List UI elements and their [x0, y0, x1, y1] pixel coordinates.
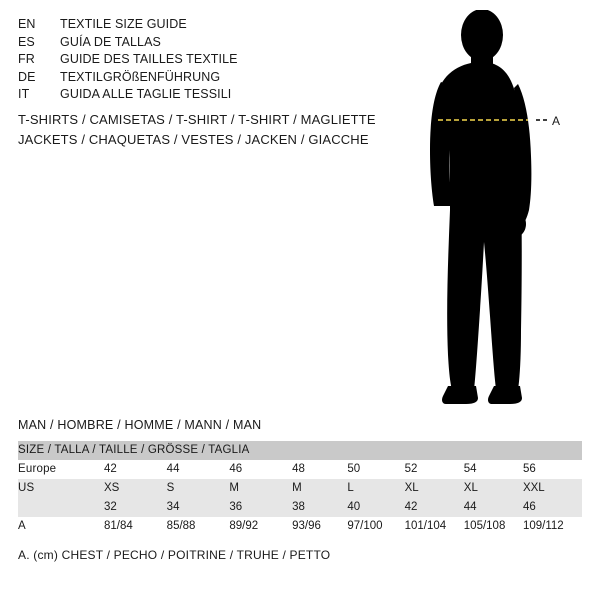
- row-value: XS: [104, 479, 167, 498]
- size-table: [18, 441, 582, 536]
- table-title: MAN / HOMBRE / HOMME / MANN / MAN: [18, 418, 262, 432]
- row-label: [18, 498, 104, 517]
- male-silhouette-figure: [400, 10, 600, 410]
- row-value: 93/96: [292, 517, 347, 536]
- table-header-filler: [464, 441, 523, 460]
- category-jackets: JACKETS / CHAQUETAS / VESTES / JACKEN / GIACCHE: [18, 132, 369, 147]
- row-value: M: [292, 479, 347, 498]
- row-value: XL: [405, 479, 464, 498]
- table-header-filler: [405, 441, 464, 460]
- row-value: 34: [167, 498, 230, 517]
- row-value: L: [347, 479, 404, 498]
- row-value: 54: [464, 460, 523, 479]
- row-value: 89/92: [229, 517, 292, 536]
- row-value: 46: [523, 498, 582, 517]
- row-value: 46: [229, 460, 292, 479]
- row-value: 32: [104, 498, 167, 517]
- row-value: 40: [347, 498, 404, 517]
- row-value: 56: [523, 460, 582, 479]
- category-tshirts: T-SHIRTS / CAMISETAS / T-SHIRT / T-SHIRT / MAGLIETTE: [18, 112, 376, 127]
- row-value: 42: [104, 460, 167, 479]
- language-row: [18, 86, 378, 104]
- row-value: XXL: [523, 479, 582, 498]
- row-value: 81/84: [104, 517, 167, 536]
- language-row: [18, 34, 378, 52]
- language-row: [18, 16, 378, 34]
- language-text: GUIDA ALLE TAGLIE TESSILI: [60, 87, 232, 101]
- row-value: 48: [292, 460, 347, 479]
- row-label: US: [18, 479, 104, 498]
- language-code: FR: [18, 52, 35, 66]
- row-value: 109/112: [523, 517, 582, 536]
- row-value: XL: [464, 479, 523, 498]
- row-label: A: [18, 517, 104, 536]
- row-value: 101/104: [405, 517, 464, 536]
- table-header-row: [18, 441, 582, 460]
- row-value: 52: [405, 460, 464, 479]
- language-code: IT: [18, 87, 30, 101]
- row-label: Europe: [18, 460, 104, 479]
- measurement-footnote: A. (cm) CHEST / PECHO / POITRINE / TRUHE / PETTO: [18, 548, 331, 562]
- garment-category-list: [18, 110, 418, 150]
- language-code: DE: [18, 69, 36, 84]
- table-header-filler: [347, 441, 404, 460]
- row-value: 42: [405, 498, 464, 517]
- table-header-filler: [523, 441, 582, 460]
- language-text: GUIDE DES TAILLES TEXTILE: [60, 52, 238, 66]
- row-value: 44: [464, 498, 523, 517]
- language-code: ES: [18, 34, 35, 49]
- row-value: 97/100: [347, 517, 404, 536]
- table-row: [18, 517, 582, 536]
- row-value: 38: [292, 498, 347, 517]
- table-header-filler: [292, 441, 347, 460]
- language-text: GUÍA DE TALLAS: [60, 34, 161, 49]
- language-list: [18, 16, 378, 104]
- table-row: [18, 460, 582, 479]
- language-code: EN: [18, 17, 36, 31]
- language-row: [18, 69, 378, 87]
- row-value: 36: [229, 498, 292, 517]
- measure-marker-label: A: [552, 114, 561, 128]
- row-value: 105/108: [464, 517, 523, 536]
- row-value: M: [229, 479, 292, 498]
- silhouette-svg: [400, 10, 600, 410]
- language-text: TEXTILGRÖßENFÜHRUNG: [60, 69, 221, 84]
- row-value: 44: [167, 460, 230, 479]
- table-header-label: SIZE / TALLA / TAILLE / GRÖSSE / TAGLIA: [18, 441, 292, 460]
- language-row: [18, 51, 378, 69]
- language-text: TEXTILE SIZE GUIDE: [60, 17, 187, 31]
- table-row: [18, 498, 582, 517]
- row-value: 50: [347, 460, 404, 479]
- row-value: S: [167, 479, 230, 498]
- table-row: [18, 479, 582, 498]
- row-value: 85/88: [167, 517, 230, 536]
